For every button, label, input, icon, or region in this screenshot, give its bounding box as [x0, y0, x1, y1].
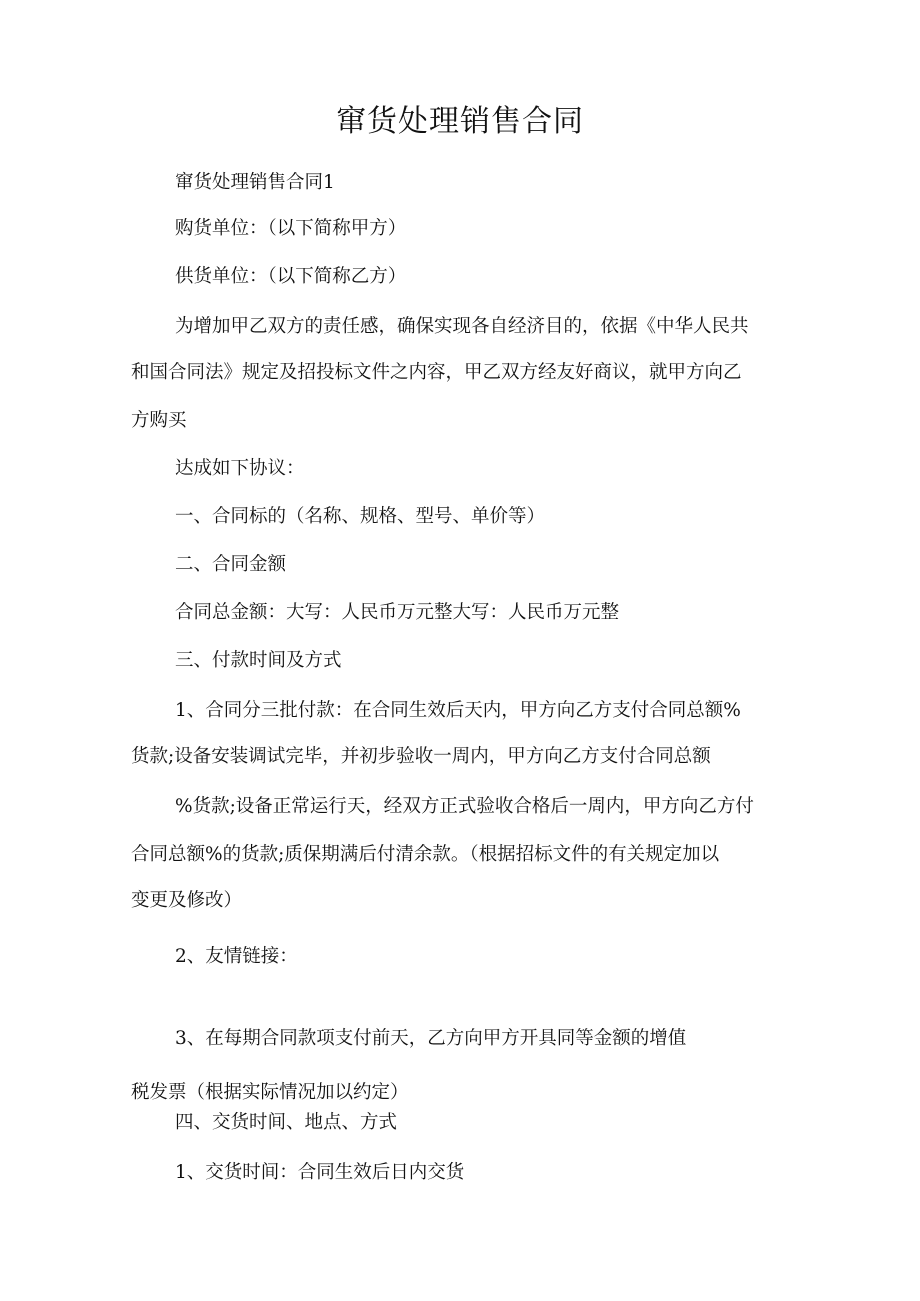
section-3-heading: 三、付款时间及方式: [175, 650, 342, 671]
invoice-clause-line-1: 3、在每期合同款项支付前天，乙方向甲方开具同等金额的增值: [175, 1028, 687, 1049]
section-2-heading: 二、合同金额: [175, 554, 287, 575]
payment-clause-line-4: 合同总额%的货款;质保期满后付清余款。（根据招标文件的有关规定加以: [131, 844, 720, 865]
buyer-line: 购货单位：（以下简称甲方）: [175, 218, 407, 239]
preamble-line-1: 为增加甲乙双方的责任感，确保实现各自经济目的，依据《中华人民共: [175, 316, 749, 337]
delivery-time-line: 1、交货时间：合同生效后日内交货: [175, 1162, 465, 1183]
total-amount-line: 合同总金额：大写：人民币万元整大写：人民币万元整: [175, 602, 620, 623]
supplier-line: 供货单位：（以下简称乙方）: [175, 266, 407, 287]
preamble-line-3: 方购买: [131, 410, 187, 431]
payment-clause-line-3: %货款;设备正常运行天，经双方正式验收合格后一周内，甲方向乙方付: [175, 796, 754, 817]
document-title: 窜货处理销售合同: [336, 104, 584, 139]
payment-clause-line-5: 变更及修改）: [131, 890, 243, 911]
friendly-link-line: 2、友情链接：: [175, 946, 298, 967]
section-4-heading: 四、交货时间、地点、方式: [175, 1112, 398, 1133]
invoice-clause-line-2: 税发票（根据实际情况加以约定）: [131, 1082, 409, 1103]
payment-clause-line-2: 货款;设备安装调试完毕，并初步验收一周内，甲方向乙方支付合同总额: [131, 746, 711, 767]
contract-subtitle: 窜货处理销售合同1: [175, 172, 335, 193]
section-1-heading: 一、合同标的（名称、规格、型号、单价等）: [175, 506, 546, 527]
payment-clause-line-1: 1、合同分三批付款：在合同生效后天内，甲方向乙方支付合同总额%: [175, 700, 741, 721]
agreement-line: 达成如下协议：: [175, 458, 305, 479]
preamble-line-2: 和国合同法》规定及招投标文件之内容，甲乙双方经友好商议，就甲方向乙: [131, 362, 742, 383]
